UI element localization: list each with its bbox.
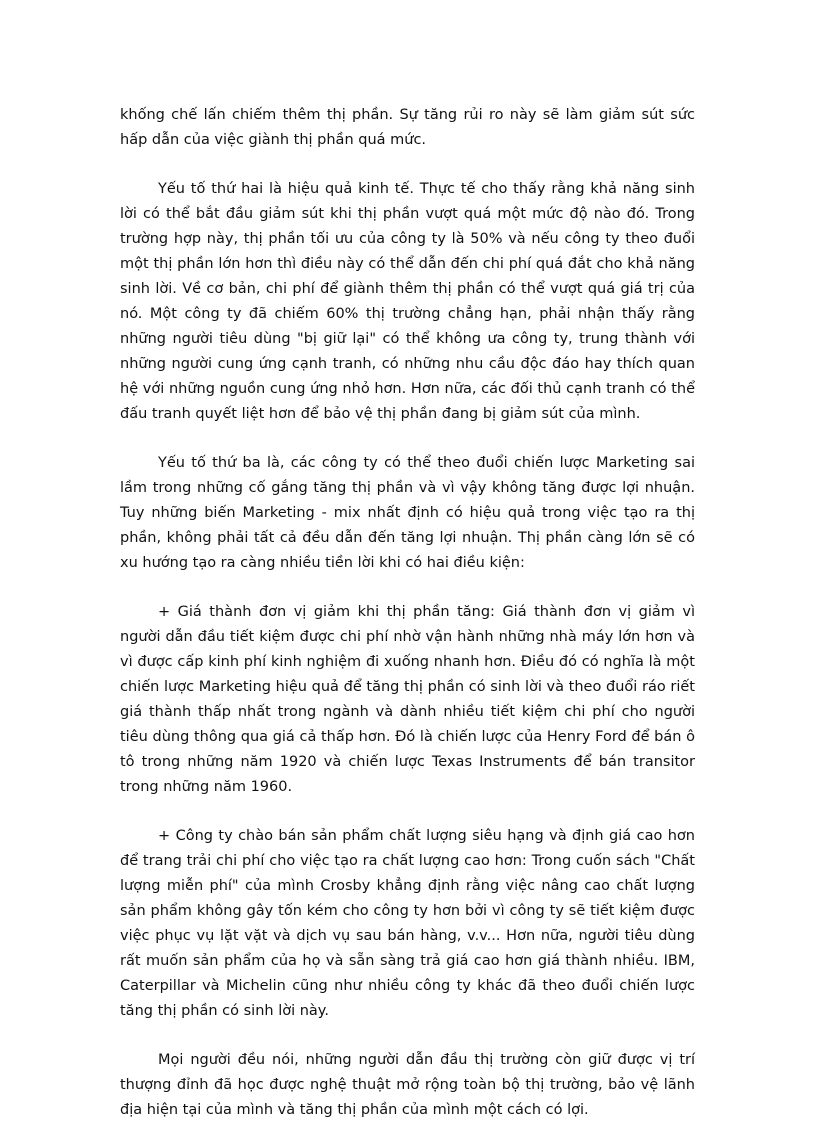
paragraph-economic-efficiency: Yếu tố thứ hai là hiệu quả kinh tế. Thực tế cho thấy rằng khả năng sinh lời có thể bắt đầu giảm sút khi thị phần vượt quá một mức độ nào đó. Trong trường hợp này, thị phần tối ưu của công ty là 50% và nếu công ty theo đuổi một thị phần lớn hơn thì điều này có thể dẫn đến chi phí quá đắt cho khả năng sinh lời. Về cơ bản, chi phí để giành thêm thị phần có thể vượt quá giá trị của nó. Một công ty đã chiếm 60% thị trường chẳng hạn, phải nhận thấy rằng những người tiêu dùng "bị giữ lại" có thể không ưa công ty, trung thành với những người cung ứng cạnh tranh, có những nhu cầu độc đáo hay thích quan hệ với những nguồn cung ứng nhỏ hơn. Hơn nữa, các đối thủ cạnh tranh có thể đấu tranh quyết liệt hơn để bảo vệ thị phần đang bị giảm sút của mình.: [120, 181, 695, 422]
paragraph-continuation: khống chế lấn chiếm thêm thị phần. Sự tăng rủi ro này sẽ làm giảm sút sức hấp dẫn của việc giành thị phần quá mức.: [120, 107, 695, 148]
paragraph-conclusion: Mọi người đều nói, những người dẫn đầu thị trường còn giữ được vị trí thượng đỉnh đã học được nghệ thuật mở rộng toàn bộ thị trường, bảo vệ lãnh địa hiện tại của mình và tăng thị phần của mình một cách có lợi.: [120, 1052, 695, 1118]
document-page: [120, 103, 695, 1147]
paragraph-unit-cost-condition: + Giá thành đơn vị giảm khi thị phần tăng: Giá thành đơn vị giảm vì người dẫn đầu tiết kiệm được chi phí nhờ vận hành những nhà máy lớn hơn và vì được cấp kinh phí kinh nghiệm đi xuống nhanh hơn. Điều đó có nghĩa là một chiến lược Marketing hiệu quả để tăng thị phần có sinh lời và theo đuổi ráo riết giá thành thấp nhất trong ngành và dành nhiều tiết kiệm chi phí cho người tiêu dùng thông qua giá cả thấp hơn. Đó là chiến lược của Henry Ford để bán ô tô trong những năm 1920 và chiến lược Texas Instruments để bán transitor trong những năm 1960.: [120, 604, 695, 795]
paragraph-marketing-strategy: Yếu tố thứ ba là, các công ty có thể theo đuổi chiến lược Marketing sai lầm trong những cố gắng tăng thị phần và vì vậy không tăng được lợi nhuận. Tuy những biến Marketing - mix nhất định có hiệu quả trong việc tạo ra thị phần, không phải tất cả đều dẫn đến tăng lợi nhuận. Thị phần càng lớn sẽ có xu hướng tạo ra càng nhiều tiền lời khi có hai điều kiện:: [120, 455, 695, 571]
paragraph-quality-condition: + Công ty chào bán sản phẩm chất lượng siêu hạng và định giá cao hơn để trang trải chi phí cho việc tạo ra chất lượng cao hơn: Trong cuốn sách "Chất lượng miễn phí" của mình Crosby khẳng định rằng việc nâng cao chất lượng sản phẩm không gây tốn kém cho công ty hơn bởi vì công ty sẽ tiết kiệm được việc phục vụ lặt vặt và dịch vụ sau bán hàng, v.v... Hơn nữa, người tiêu dùng rất muốn sản phẩm của họ và sẵn sàng trả giá cao hơn giá thành nhiều. IBM, Caterpillar và Michelin cũng như nhiều công ty khác đã theo đuổi chiến lược tăng thị phần có sinh lời này.: [120, 828, 695, 1019]
